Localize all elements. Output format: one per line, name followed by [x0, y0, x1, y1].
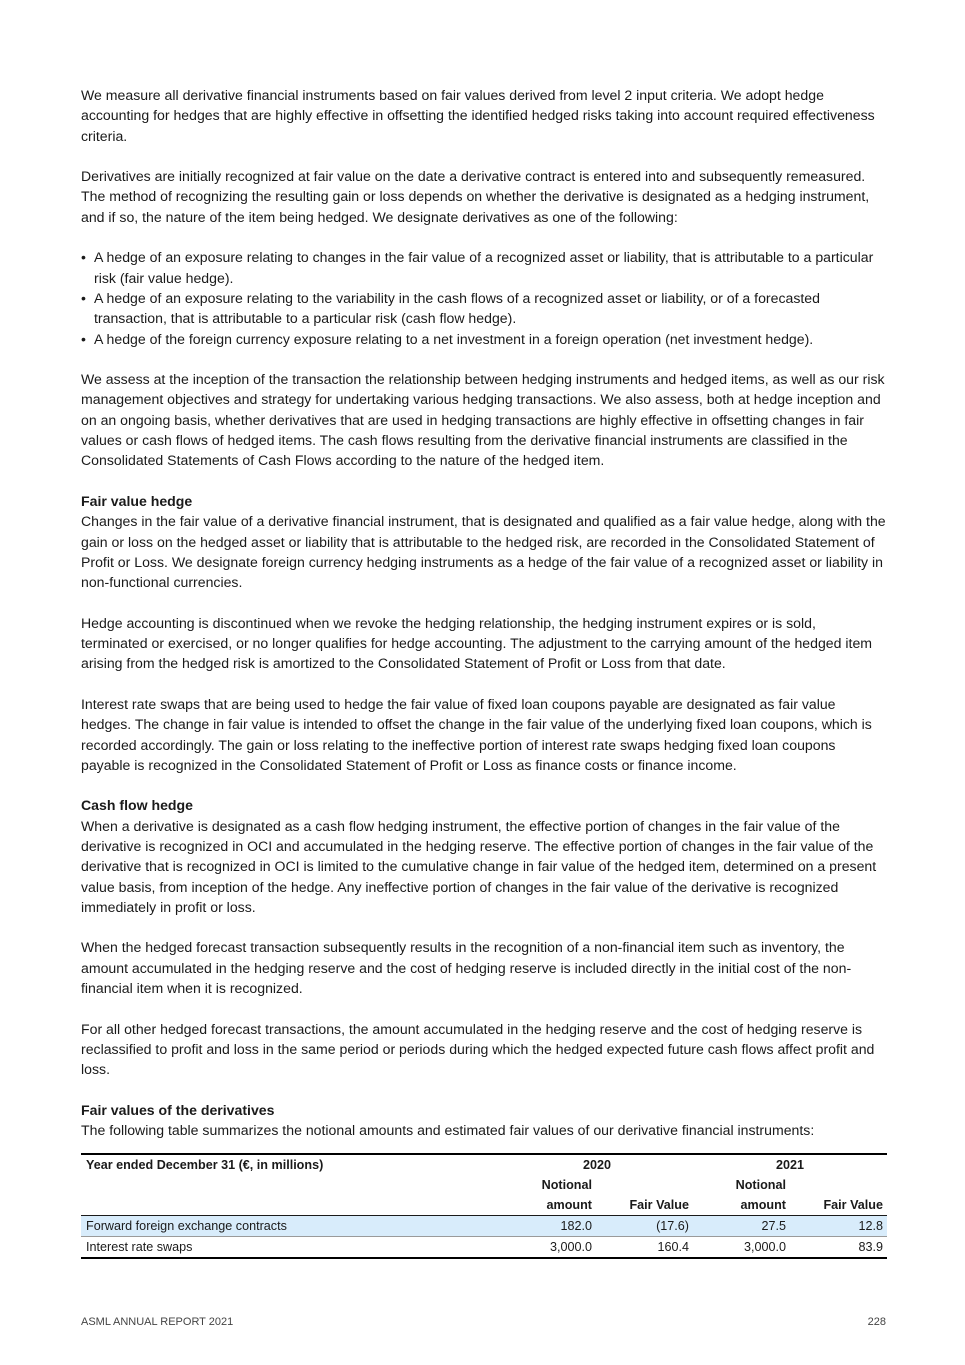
heading-fair-values-derivatives: Fair values of the derivatives [81, 1101, 275, 1118]
fair-value-header-2020: Fair Value [596, 1195, 693, 1216]
paragraph-level2-inputs: We measure all derivative financial instruments based on fair values derived from level 2 input criteria. We adopt hedge accounting for hedges that are highly effective in offsetting the identified hedged risks taking into account required effectiveness criteria. [81, 87, 875, 144]
document-body [81, 85, 886, 1259]
list-item-fair-value-hedge: • A hedge of an exposure relating to changes in the fair value of a recognized asset or liability, that is attributable to a particular risk (fair value hedge). [81, 247, 886, 288]
paragraph-cash-flow-hedge-1: When a derivative is designated as a cash flow hedging instrument, the effective portion of changes in the fair value of the derivative is recognized in OCI and accumulated in the hedging reserve. The effective portion of changes in the fair value of the derivative that is recognized in OCI is limited to the cumulative change in fair value of the hedged item, determined on a present value basis, from inception of the hedge. Any ineffective portion of changes in the fair value of the derivative is recognized immediately in profit or loss. [81, 817, 877, 915]
row-label: Forward foreign exchange contracts [81, 1216, 501, 1237]
notional-header-2020-bottom: amount [501, 1195, 596, 1216]
table-row [81, 1216, 887, 1237]
paragraph-initial-recognition: Derivatives are initially recognized at fair value on the date a derivative contract is entered into and subsequently remeasured. The method of recognizing the resulting gain or loss depends on whether the derivative is designated as a hedging instrument, and if so, the nature of the item being hedged. We designate derivatives as one of the following: [81, 168, 870, 225]
fair-value-2021-cell: 12.8 [790, 1216, 887, 1237]
year-2020-header: 2020 [501, 1154, 693, 1175]
year-2021-header: 2021 [693, 1154, 887, 1175]
heading-cash-flow-hedge: Cash flow hedge [81, 797, 193, 814]
paragraph-fair-value-hedge-2: Hedge accounting is discontinued when we revoke the hedging relationship, the hedging instrument expires or is sold, terminated or exercised, or no longer qualifies for hedge accounting. The adjustment to the carrying amount of the hedged item arising from the hedged risk is amortized to the Consolidated Statement of Profit or Loss from that date. [81, 614, 873, 672]
paragraph-fair-value-hedge-1: Changes in the fair value of a derivative financial instrument, that is designated and qualified as a fair value hedge, along with the gain or loss on the hedged asset or liability that is attributable to the hedged risk, are recorded in the Consolidated Statement of Profit or Loss. We designate foreign currency hedging instruments as a hedge of the fair value of a recognized asset or liability in non-functional currencies. [81, 513, 886, 591]
notional-header-2020-top: Notional [541, 1178, 592, 1193]
fair-value-2021-cell: 83.9 [790, 1237, 887, 1259]
table-caption: Year ended December 31 (€, in millions) [81, 1154, 501, 1175]
footer-report-title: ASML ANNUAL REPORT 2021 [81, 1316, 234, 1328]
row-label: Interest rate swaps [81, 1237, 501, 1259]
notional-2021-cell: 27.5 [693, 1216, 790, 1237]
notional-2021-cell: 3,000.0 [693, 1237, 790, 1259]
fair-value-2020-cell: (17.6) [596, 1216, 693, 1237]
paragraph-cash-flow-hedge-2: When the hedged forecast transaction subsequently results in the recognition of a non-financial item such as inventory, the amount accumulated in the hedging reserve and the cost of hedging reserve is included directly in the initial cost of the non-financial item when it is recognized. [81, 939, 852, 997]
fair-value-2020-cell: 160.4 [596, 1237, 693, 1259]
page-footer [81, 1316, 886, 1328]
derivatives-fair-value-table [81, 1153, 887, 1259]
fair-value-header-2021: Fair Value [790, 1195, 887, 1216]
hedge-types-list [81, 247, 886, 348]
notional-header-2021-top: Notional [735, 1178, 786, 1193]
paragraph-fair-values-intro: The following table summarizes the notional amounts and estimated fair values of our derivative financial instruments: [81, 1122, 815, 1139]
list-item-cash-flow-hedge: • A hedge of an exposure relating to the variability in the cash flows of a recognized asset or liability, or of a forecasted transaction, that is attributable to a particular risk (cash flow hedge). [81, 288, 886, 329]
paragraph-fair-value-hedge-3: Interest rate swaps that are being used to hedge the fair value of fixed loan coupons payable are designated as fair value hedges. The change in fair value is intended to offset the change in the fair value of the underlying fixed loan coupons, which is recorded accordingly. The gain or loss relating to the ineffective portion of interest rate swaps hedging fixed loan coupons payable is recognized in the Consolidated Statement of Profit or Loss as finance costs or finance income. [81, 695, 872, 773]
notional-header-2021-bottom: amount [693, 1195, 790, 1216]
paragraph-cash-flow-hedge-3: For all other hedged forecast transactions, the amount accumulated in the hedging reserve and the cost of hedging reserve is reclassified to profit and loss in the same period or periods during which the hedged expected future cash flows affect profit and loss. [81, 1020, 875, 1078]
table-row [81, 1237, 887, 1259]
page-number: 228 [867, 1316, 886, 1328]
heading-fair-value-hedge: Fair value hedge [81, 492, 193, 509]
notional-2020-cell: 3,000.0 [501, 1237, 596, 1259]
notional-2020-cell: 182.0 [501, 1216, 596, 1237]
paragraph-hedge-assessment: We assess at the inception of the transaction the relationship between hedging instruments and hedged items, as well as our risk management objectives and strategy for undertaking various hedging transactions. We also assess, both at hedge inception and on an ongoing basis, whether derivatives that are used in hedging transactions are highly effective in offsetting changes in fair values or cash flows of hedged items. The cash flows resulting from the derivative financial instruments are classified in the Consolidated Statements of Cash Flows according to the nature of the hedged item. [81, 371, 885, 469]
list-item-net-investment-hedge: • A hedge of the foreign currency exposure relating to a net investment in a foreign operation (net investment hedge). [81, 329, 886, 349]
